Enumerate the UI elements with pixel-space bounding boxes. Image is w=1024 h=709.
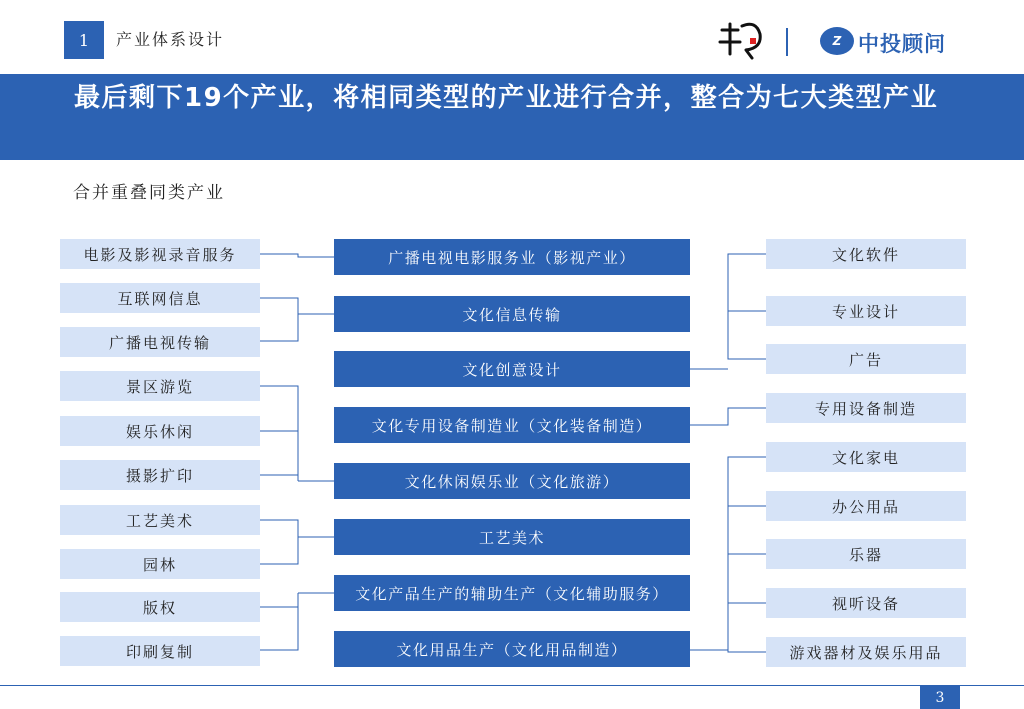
right-item: 办公用品 — [766, 491, 966, 521]
left-item: 版权 — [60, 592, 260, 622]
left-item: 园林 — [60, 549, 260, 579]
right-item: 文化家电 — [766, 442, 966, 472]
left-item: 印刷复制 — [60, 636, 260, 666]
section-number: 1 — [64, 21, 104, 59]
left-item: 工艺美术 — [60, 505, 260, 535]
right-item: 专业设计 — [766, 296, 966, 326]
left-item: 景区游览 — [60, 371, 260, 401]
right-item: 游戏器材及娱乐用品 — [766, 637, 966, 667]
footer-line — [0, 685, 1024, 686]
page-title: 最后剩下19个产业，将相同类型的产业进行合并，整合为七大类型产业 — [74, 83, 939, 113]
center-item: 文化信息传输 — [334, 296, 690, 332]
left-item: 娱乐休闲 — [60, 416, 260, 446]
left-item: 电影及影视录音服务 — [60, 239, 260, 269]
center-item: 文化用品生产（文化用品制造） — [334, 631, 690, 667]
left-item: 广播电视传输 — [60, 327, 260, 357]
section-title: 产业体系设计 — [116, 30, 225, 49]
center-item: 广播电视电影服务业（影视产业） — [334, 239, 690, 275]
page-number: 3 — [920, 686, 960, 709]
center-item: 工艺美术 — [334, 519, 690, 555]
center-item: 文化产品生产的辅助生产（文化辅助服务） — [334, 575, 690, 611]
right-item: 广告 — [766, 344, 966, 374]
center-item: 文化创意设计 — [334, 351, 690, 387]
subtitle: 合并重叠同类产业 — [73, 183, 225, 203]
right-item: 专用设备制造 — [766, 393, 966, 423]
right-item: 文化软件 — [766, 239, 966, 269]
right-item: 视听设备 — [766, 588, 966, 618]
center-item: 文化专用设备制造业（文化装备制造） — [334, 407, 690, 443]
left-item: 摄影扩印 — [60, 460, 260, 490]
brand-name: 中投顾问 — [858, 32, 946, 56]
center-item: 文化休闲娱乐业（文化旅游） — [334, 463, 690, 499]
left-item: 互联网信息 — [60, 283, 260, 313]
right-item: 乐器 — [766, 539, 966, 569]
zt-logo-icon: Z — [820, 27, 854, 55]
